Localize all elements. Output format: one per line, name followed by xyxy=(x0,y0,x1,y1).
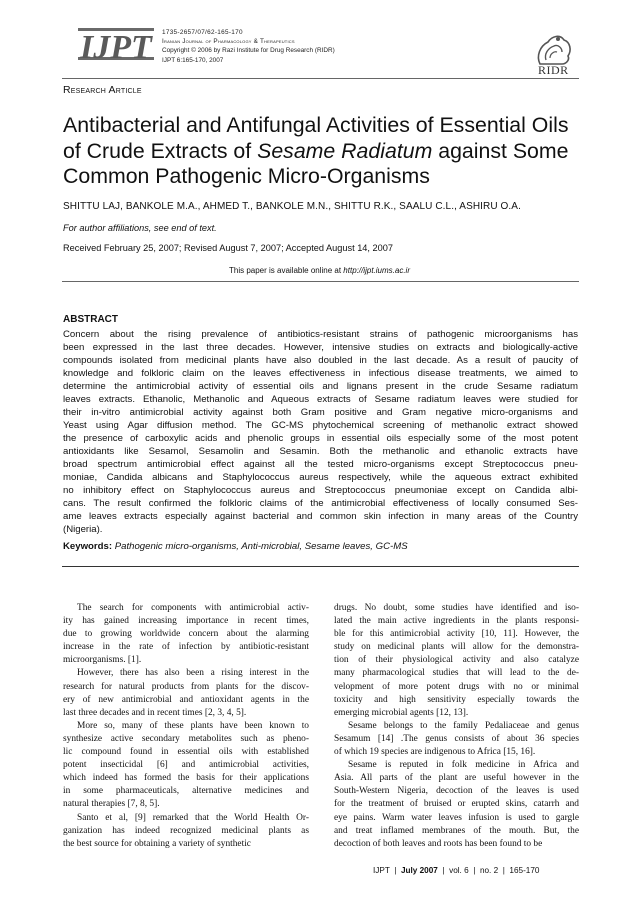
text-line: for the treatment of bruised or erupted skins, catarrh and xyxy=(334,799,579,810)
footer-sep: | xyxy=(502,866,505,875)
text-line: ame leaves extracts especially against bacterial and common skin infection in many areas of the Country xyxy=(63,511,578,522)
text-line: microorganisms. [1]. xyxy=(63,655,142,666)
footer-sep: | xyxy=(473,866,476,875)
text-line: ganization has indeed recognized medicinal plants as xyxy=(63,825,309,836)
footer-issue: no. 2 xyxy=(479,866,499,875)
keywords-label: Keywords: xyxy=(63,541,113,552)
text-line: lated the main active ingredients in the plants responsi- xyxy=(334,616,579,627)
title-part1: Antibacterial and Antifungal Activities of Essential Oils of Crude Extracts of xyxy=(63,113,569,163)
text-line: However, there has also been a rising interest in the xyxy=(77,668,309,679)
text-line: Santo et al, [9] remarked that the World Health Or- xyxy=(77,812,309,823)
ijpt-logo xyxy=(78,20,154,68)
footer-date: July 2007 xyxy=(400,866,438,875)
text-line: Yeast using Agar diffusion method. The GC-MS phytochemical screening of methanolic extract showed xyxy=(63,420,578,431)
text-line: knowledge and folkloric claim on the leaves effectiveness in infectious disease treatments, we aimed to xyxy=(63,368,578,379)
body-column-right xyxy=(334,602,579,851)
text-line: velopment of more potent drugs with no or minimal xyxy=(334,681,579,692)
text-line: research for natural products from plants for the discov- xyxy=(63,681,309,692)
body-column-left xyxy=(63,602,309,851)
text-line: been expressed in the last three decades. However, intensive studies on extracts and biologically-active xyxy=(63,342,578,353)
author-list: SHITTU LAJ, BANKOLE M.A., AHMED T., BANKOLE M.N., SHITTU R.K., SAALU C.L., ASHIRU O.A. xyxy=(63,201,521,212)
abstract-divider xyxy=(62,566,579,567)
text-line: decoction of both leaves and roots has been found to be xyxy=(334,838,543,849)
logo-lettering: IJPT xyxy=(80,29,152,66)
text-line: antioxidants like Sesamol, Sesamolin and Sesamin. Both the methanolic and ethanolic extracts have xyxy=(63,446,578,457)
text-line: the presence of carboxylic acids and phenolic groups in essential oils especially some of the most potent xyxy=(63,433,578,444)
keywords-list: Pathogenic micro-organisms, Anti-microbial, Sesame leaves, GC-MS xyxy=(114,541,408,552)
text-line: synthesize active secondary metabolites such as pheno- xyxy=(63,733,309,744)
text-line: increase in the rate of infection by antibiotic-resistant xyxy=(63,642,309,653)
text-line: compounds isolated from medicinal plants have also doubled in the last decade. As a result of paucity of xyxy=(63,355,578,366)
text-line: tion of their physiological activity and also catalyze xyxy=(334,655,579,666)
text-line: Sesamum [14] .The genus consists of about 36 species xyxy=(334,733,579,744)
text-line: Sesame is reputed in folk medicine in Africa and xyxy=(348,760,579,771)
abstract-body xyxy=(63,328,578,536)
text-line: last three decades and in recent times [2, 3, 4, 5]. xyxy=(63,707,247,718)
page-footer xyxy=(373,866,539,875)
issn: 1735-2657/07/62-165-170 xyxy=(162,29,243,36)
title-part2: against Some Common Pathogenic Micro-Organisms xyxy=(63,138,569,188)
text-line: (Nigeria). xyxy=(63,524,103,535)
article-title xyxy=(63,113,583,190)
text-line: broad spectrum antimicrobial effect against all the tested micro-organisms except Streptococcus pneu- xyxy=(63,459,578,470)
footer-pages: 165-170 xyxy=(509,866,540,875)
text-line: ery of new antimicrobial and antioxidant agents in the xyxy=(63,694,309,705)
copyright: Copyright © 2006 by Razi Institute for Drug Research (RIDR) xyxy=(162,47,335,55)
received-dates: Received February 25, 2007; Revised August 7, 2007; Accepted August 14, 2007 xyxy=(63,243,393,253)
text-line: The search for components with antimicrobial activ- xyxy=(77,603,309,613)
text-line: their in-vitro antimicrobial activity against both Gram positive and Gram negative micro-organisms and xyxy=(63,407,578,418)
text-line: ity has gained increasing importance in recent times, xyxy=(63,616,309,627)
text-line: cans. The result confirmed the folkloric claims of the antimicrobial effectiveness of locally consumed Ses- xyxy=(63,498,578,509)
text-line: moniae, Candida albicans and Staphylococcus aureus respectively, while the aqueous extract exhibited xyxy=(63,472,578,483)
text-line: many pharmacological studies that will lead to the de- xyxy=(334,668,579,679)
footer-sep: | xyxy=(442,866,445,875)
footer-journal: IJPT xyxy=(373,866,390,875)
text-line: determine the antimicrobial activity of essential oils and lignans present in the crude Sesame radiatum xyxy=(63,381,578,392)
text-line: potent insecticidal [6] and antimicrobial activities, xyxy=(63,760,309,771)
journal-meta xyxy=(162,28,335,65)
text-line: toxicity and high sensitivity especially towards the xyxy=(334,694,579,705)
online-url-link[interactable]: http://ijpt.iums.ac.ir xyxy=(343,266,410,275)
text-line: the best source for obtaining a variety of synthetic xyxy=(63,838,251,849)
header-divider xyxy=(62,78,579,79)
affiliations-note: For author affiliations, see end of text. xyxy=(63,223,217,233)
journal-name: Iranian Journal of Pharmacology & Therapeutics xyxy=(162,38,295,46)
text-line: lic compound found in essential oils with established xyxy=(63,747,309,758)
footer-sep: | xyxy=(394,866,397,875)
title-divider xyxy=(62,281,579,282)
text-line: emerging microbial agents [12, 13]. xyxy=(334,707,469,718)
text-line: and treat inflamed membranes of the mouth. But, the xyxy=(334,825,579,836)
text-line: leaves extracts. Ethanolic, Methanolic and Aqueous extracts of Sesame radiatum leaves were studied for xyxy=(63,394,578,405)
section-label: Research Article xyxy=(63,84,142,96)
text-line: which indeed has formed the basis for their applications xyxy=(63,773,309,784)
text-line: South-Western Nigeria, decoction of the leaves is used xyxy=(334,786,579,797)
text-line: More so, many of these plants have been known to xyxy=(77,720,309,731)
text-line: Concern about the rising prevalence of antibiotics-resistant strains of pathogenic microorganisms has xyxy=(63,329,578,340)
online-prefix: This paper is available online at xyxy=(229,266,344,275)
text-line: due to growing worldwide concern about the alarming xyxy=(63,629,309,640)
abstract-heading: ABSTRACT xyxy=(63,314,118,325)
text-line: in some pharmaceuticals, alternative medicines and xyxy=(63,786,309,797)
keywords-line xyxy=(63,541,408,552)
title-italic: Sesame Radiatum xyxy=(257,138,433,163)
text-line: Asia. All parts of the plant are useful however in the xyxy=(334,773,579,784)
text-line: study on medicinal plants will allow for the demonstra- xyxy=(334,642,579,653)
ridr-logo-text: RIDR xyxy=(538,63,569,77)
online-availability xyxy=(229,266,410,275)
text-line: natural therapies [7, 8, 5]. xyxy=(63,799,160,810)
text-line: eye pains. Warm water leaves infusion is used to gargle xyxy=(334,812,579,823)
text-line: Sesame belongs to the family Pedaliaceae and genus xyxy=(348,720,579,731)
text-line: ble for this antimicrobial activity [10, 11]. However, the xyxy=(334,629,579,640)
citation: IJPT 6:165-170, 2007 xyxy=(162,56,224,64)
text-line: no inhibitory effect on Staphylococcus aureus and Streptococcus pneumoniae except on Candida albi- xyxy=(63,485,578,496)
text-line: of which 19 species are indigenous to Africa [15, 16]. xyxy=(334,747,536,758)
footer-volume: vol. 6 xyxy=(449,866,469,875)
text-line: drugs. No doubt, some studies have identified and iso- xyxy=(334,603,579,613)
